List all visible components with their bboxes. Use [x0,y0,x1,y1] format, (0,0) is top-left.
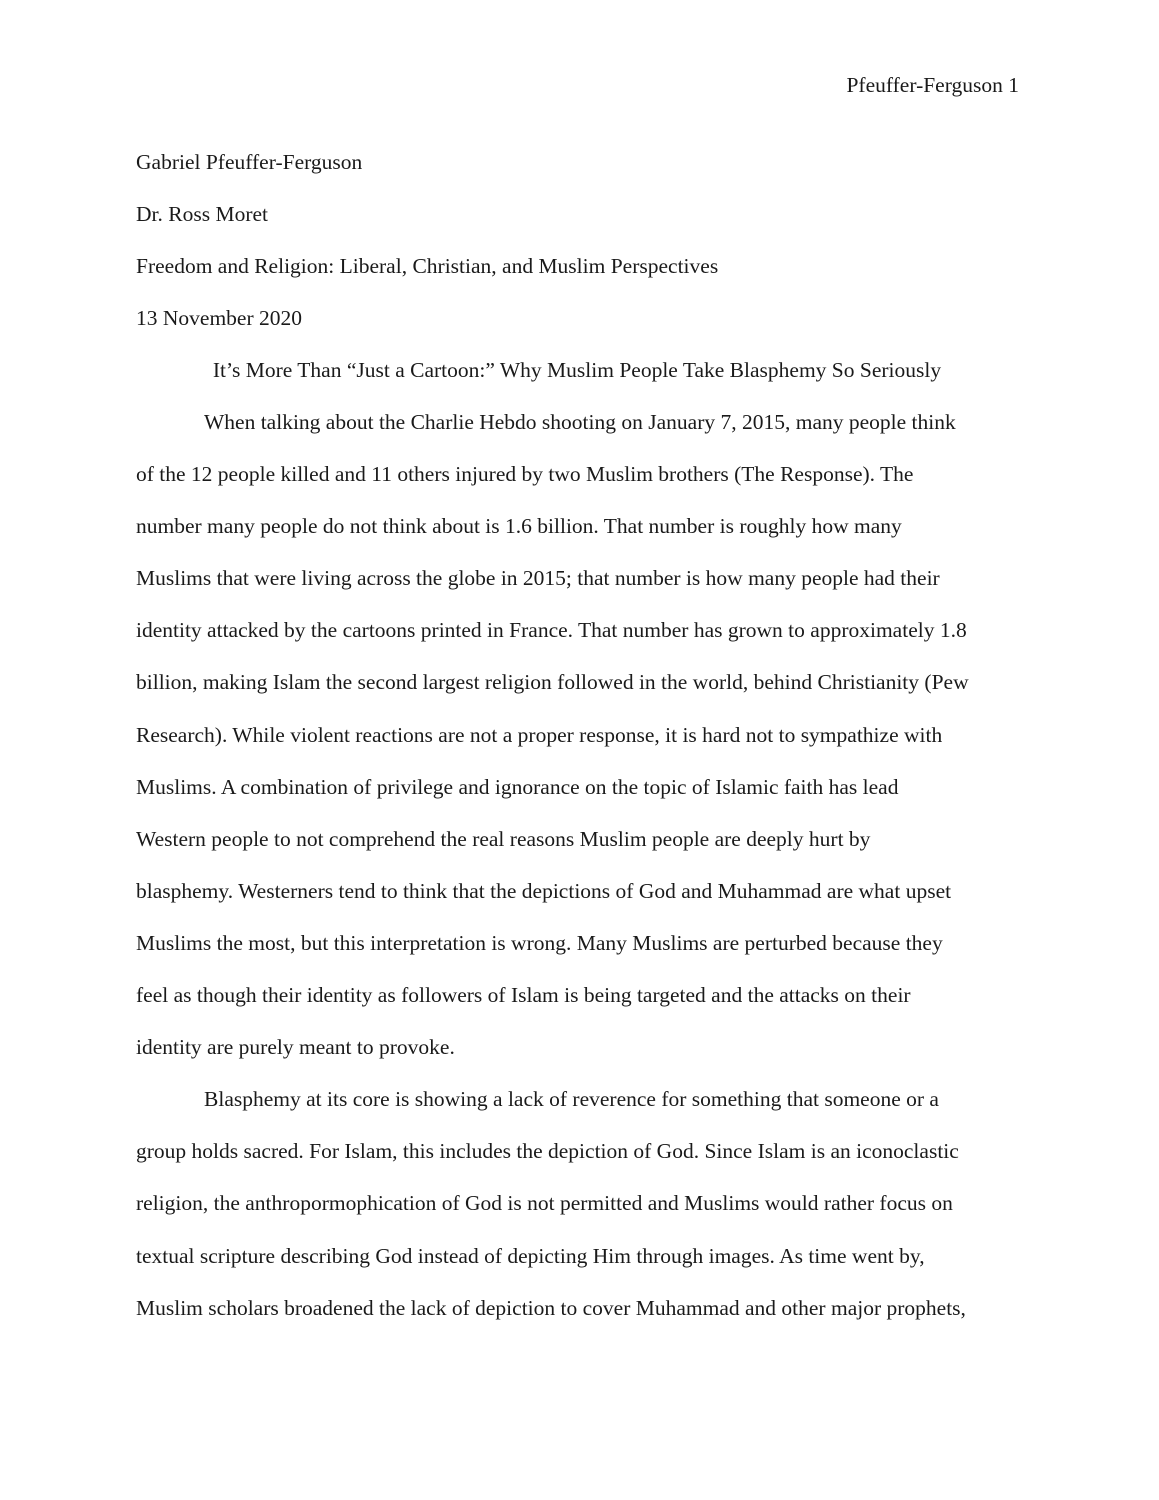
document-date: 13 November 2020 [136,306,302,330]
paragraph-line: Muslim scholars broadened the lack of depiction to cover Muhammad and other major prophets, [136,1295,966,1320]
paragraph-line: Muslims the most, but this interpretation is wrong. Many Muslims are perturbed because they [136,930,943,955]
paragraph-line: Western people to not comprehend the real reasons Muslim people are deeply hurt by [136,826,871,851]
paragraph-line: identity are purely meant to provoke. [136,1035,455,1060]
paragraph-line: identity attacked by the cartoons printed in France. That number has grown to approximately 1.8 [136,618,967,643]
body-paragraph-2 [136,1073,1020,1333]
paragraph-line: When talking about the Charlie Hebdo shooting on January 7, 2015, many people think [204,410,956,434]
instructor-name: Dr. Ross Moret [136,202,268,226]
paragraph-line: number many people do not think about is 1.6 billion. That number is roughly how many [136,514,902,539]
paragraph-line: textual scripture describing God instead of depicting Him through images. As time went by, [136,1243,925,1268]
paragraph-line: blasphemy. Westerners tend to think that the depictions of God and Muhammad are what upset [136,878,952,903]
course-name: Freedom and Religion: Liberal, Christian, and Muslim Perspectives [136,254,719,278]
paragraph-line: Muslims that were living across the globe in 2015; that number is how many people had their [136,566,940,591]
running-head: Pfeuffer-Ferguson 1 [846,73,1019,97]
paragraph-line: of the 12 people killed and 11 others injured by two Muslim brothers (The Response). The [136,462,914,487]
paragraph-line: Blasphemy at its core is showing a lack of reverence for something that someone or a [204,1087,939,1112]
paragraph-line: Research). While violent reactions are not a proper response, it is hard not to sympathize with [136,722,943,747]
paragraph-line: Muslims. A combination of privilege and ignorance on the topic of Islamic faith has lead [136,774,899,799]
paragraph-line: group holds sacred. For Islam, this includes the depiction of God. Since Islam is an iconoclastic [136,1139,959,1164]
paragraph-line: feel as though their identity as followers of Islam is being targeted and the attacks on their [136,983,911,1008]
paragraph-line: billion, making Islam the second largest religion followed in the world, behind Christianity (Pew [136,670,969,695]
paragraph-line: religion, the anthropormophication of God is not permitted and Muslims would rather focus on [136,1191,953,1216]
essay-title: It’s More Than “Just a Cartoon:” Why Muslim People Take Blasphemy So Seriously [212,358,942,382]
document-body [136,136,1020,1334]
author-name: Gabriel Pfeuffer-Ferguson [136,150,363,174]
body-paragraph-1 [136,396,1020,1073]
